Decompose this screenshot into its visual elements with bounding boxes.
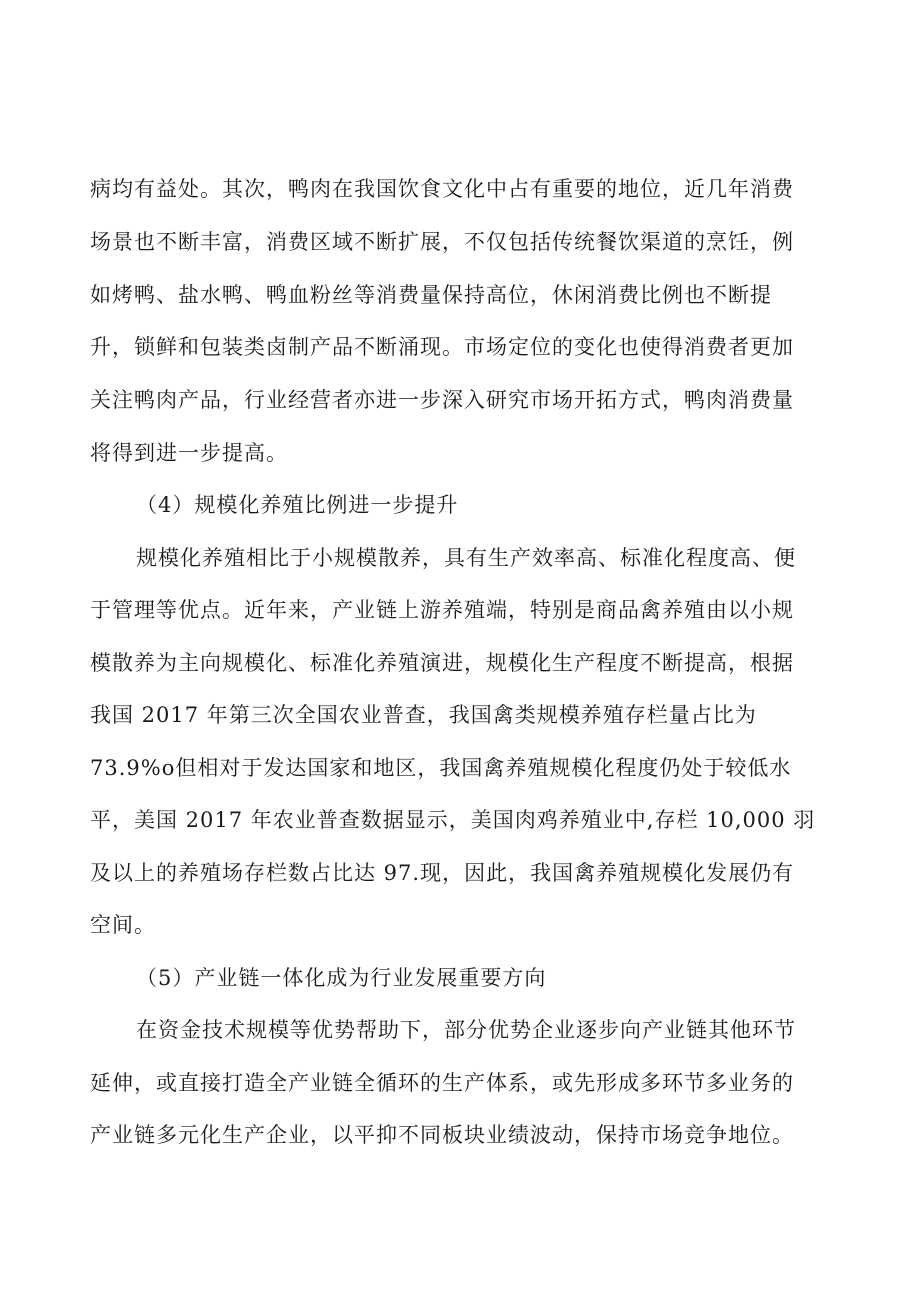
paragraph-2-line-5: 73.9%o但相对于发达国家和地区，我国禽养殖规模化程度仍处于较低水 xyxy=(90,756,792,780)
paragraph-1-line-3: 如烤鸭、盐水鸭、鸭血粉丝等消费量保持高位，休闲消费比例也不断提 xyxy=(90,283,772,307)
section-heading-4: （4）规模化养殖比例进一步提升 xyxy=(136,493,459,517)
paragraph-1-line-6: 将得到进一步提高。 xyxy=(90,441,288,465)
paragraph-2-line-1: 规模化养殖相比于小规模散养，具有生产效率高、标准化程度高、便 xyxy=(136,546,796,570)
paragraph-2-line-6: 平，美国 2017 年农业普查数据显示，美国肉鸡养殖业中,存栏 10,000 羽 xyxy=(90,808,816,832)
paragraph-3-line-3: 产业链多元化生产企业，以平抑不同板块业绩波动，保持市场竞争地位。 xyxy=(90,1123,794,1147)
paragraph-1-line-2: 场景也不断丰富，消费区域不断扩展，不仅包括传统餐饮渠道的烹饪，例 xyxy=(90,230,794,254)
section-heading-5: （5）产业链一体化成为行业发展重要方向 xyxy=(136,966,547,990)
paragraph-3-line-2: 延伸，或直接打造全产业链全循环的生产体系，或先形成多环节多业务的 xyxy=(90,1071,794,1095)
paragraph-3-line-1: 在资金技术规模等优势帮助下，部分优势企业逐步向产业链其他环节 xyxy=(136,1018,796,1042)
paragraph-1-line-5: 关注鸭肉产品，行业经营者亦进一步深入研究市场开拓方式，鸭肉消费量 xyxy=(90,388,794,412)
paragraph-2-line-7: 及以上的养殖场存栏数占比达 97.现，因此，我国禽养殖规模化发展仍有 xyxy=(90,861,795,885)
paragraph-2-line-3: 模散养为主向规模化、标准化养殖演进，规模化生产程度不断提高，根据 xyxy=(90,651,794,675)
paragraph-2-line-8: 空间。 xyxy=(90,913,156,937)
paragraph-2-line-4: 我国 2017 年第三次全国农业普查，我国禽类规模养殖存栏量占比为 xyxy=(90,703,757,727)
paragraph-1-line-4: 升，锁鲜和包装类卤制产品不断涌现。市场定位的变化也使得消费者更加 xyxy=(90,335,794,359)
paragraph-1-line-1: 病均有益处。其次，鸭肉在我国饮食文化中占有重要的地位，近几年消费 xyxy=(90,177,794,201)
paragraph-2-line-2: 于管理等优点。近年来，产业链上游养殖端，特别是商品禽养殖由以小规 xyxy=(90,598,794,622)
